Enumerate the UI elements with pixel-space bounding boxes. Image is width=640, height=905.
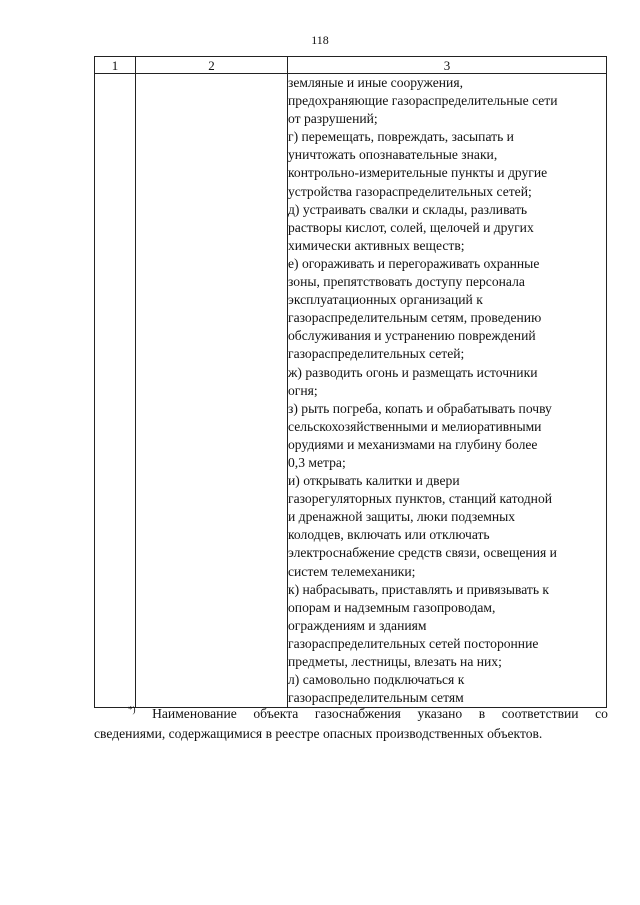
text-line: газораспределительных сетей; xyxy=(288,346,465,362)
text-line: устройства газораспределительных сетей; xyxy=(288,183,532,199)
cell-col2 xyxy=(136,74,288,708)
cell-col1 xyxy=(95,74,136,708)
page-number: 118 xyxy=(311,33,329,47)
text-line: химически активных веществ; xyxy=(288,237,465,253)
text-line: з) рыть погреба, копать и обрабатывать почву xyxy=(288,400,552,416)
column-header-2: 2 xyxy=(136,57,288,74)
text-line: огня; xyxy=(288,382,318,398)
text-line: и) открывать калитки и двери xyxy=(288,473,460,489)
cell-col3-text xyxy=(288,74,607,708)
text-line: эксплуатационных организаций к xyxy=(288,292,483,308)
table-header-row xyxy=(95,57,607,74)
footnote-line-2: сведениями, содержащимися в реестре опасных производственных объектов. xyxy=(94,726,543,741)
text-line: л) самовольно подключаться к xyxy=(288,672,465,688)
text-line: электроснабжение средств связи, освещения и xyxy=(288,545,557,561)
text-line: предметы, лестницы, влезать на них; xyxy=(288,654,502,669)
text-line: е) огораживать и перегораживать охранные xyxy=(288,255,540,271)
text-line: газорегуляторных пунктов, станций катодной xyxy=(288,491,553,507)
text-line: 0,3 метра; xyxy=(288,454,346,470)
column-header-1: 1 xyxy=(95,57,136,74)
document-table xyxy=(94,56,607,708)
text-line: газораспределительных сетей посторонние xyxy=(288,635,539,651)
column-header-3: 3 xyxy=(288,57,607,74)
text-line: сельскохозяйственными и мелиоративными xyxy=(288,418,542,434)
footnote-marker: *) xyxy=(128,704,136,715)
text-line: обслуживания и устранению повреждений xyxy=(288,328,536,344)
text-line: газораспределительным сетям xyxy=(288,690,464,706)
text-line: ограждениям и зданиям xyxy=(288,617,427,633)
text-line: к) набрасывать, приставлять и привязывать к xyxy=(288,581,550,597)
text-line: растворы кислот, солей, щелочей и других xyxy=(288,219,534,235)
text-line: систем телемеханики; xyxy=(288,563,416,579)
text-line: опорам и надземным газопроводам, xyxy=(288,599,496,615)
text-line: уничтожать опознавательные знаки, xyxy=(288,147,498,163)
footnote-line-1 xyxy=(94,704,608,724)
text-line: зоны, препятствовать доступу персонала xyxy=(288,274,525,290)
text-line: газораспределительным сетям, проведению xyxy=(288,310,542,326)
text-line: орудиями и механизмами на глубину более xyxy=(288,436,538,452)
text-line: колодцев, включать или отключать xyxy=(288,527,490,543)
text-line: г) перемещать, повреждать, засыпать и xyxy=(288,129,514,145)
footnote-text-1: Наименование объекта газоснабжения указано в соответствии со xyxy=(152,706,608,721)
table-body-row xyxy=(95,74,607,708)
text-line: предохраняющие газораспределительные сети xyxy=(288,93,558,109)
text-line: от разрушений; xyxy=(288,111,378,127)
text-line: ж) разводить огонь и размещать источники xyxy=(288,364,538,380)
footnote xyxy=(94,704,608,744)
text-line: контрольно-измерительные пункты и другие xyxy=(288,165,548,181)
text-line: земляные и иные сооружения, xyxy=(288,75,463,90)
text-line: д) устраивать свалки и склады, разливать xyxy=(288,201,528,217)
text-line: и дренажной защиты, люки подземных xyxy=(288,509,516,525)
